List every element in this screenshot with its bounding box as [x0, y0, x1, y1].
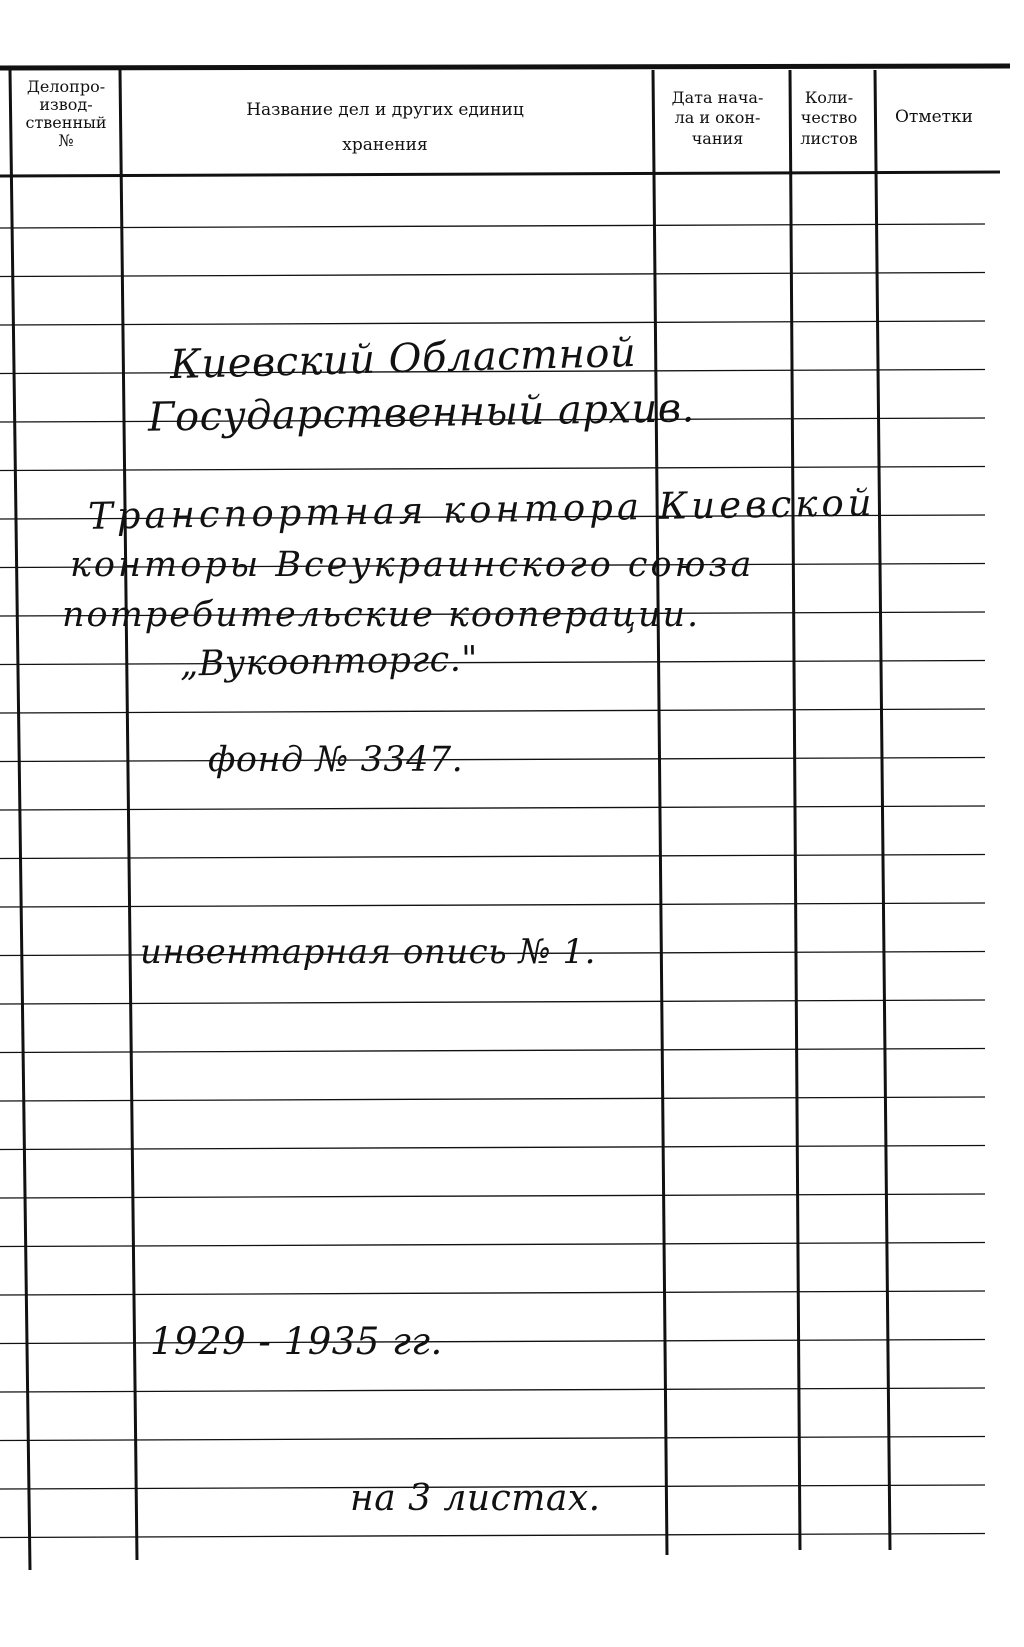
ruled-line — [0, 855, 985, 859]
col-header-number: Делопро- извод- ственный № — [25, 77, 107, 150]
archive-name-line1: Киевский Областной — [169, 329, 637, 389]
column-divider — [875, 70, 890, 1550]
ruled-line — [0, 1243, 985, 1247]
ruled-line — [0, 1340, 985, 1344]
ruled-line — [0, 224, 985, 228]
ruled-line — [0, 709, 985, 713]
ruled-line — [0, 661, 985, 665]
ruled-line — [0, 1437, 985, 1441]
sheet-count: на 3 листах. — [350, 1478, 601, 1519]
archive-name-line2: Государственный архив. — [147, 385, 696, 441]
column-divider — [120, 70, 137, 1560]
ruled-line — [0, 321, 985, 325]
ruled-line — [0, 1000, 985, 1004]
col-header-sheets: Коли- чество листов — [800, 88, 858, 148]
col-header-title: Название дел и других единиц хранения — [246, 100, 524, 155]
ruled-line — [0, 806, 985, 810]
col-header-notes: Отметки — [895, 107, 973, 127]
fond-number: фонд № 3347. — [208, 740, 464, 780]
ruled-line — [0, 1388, 985, 1392]
column-divider — [10, 70, 30, 1570]
ruled-line — [0, 1291, 985, 1295]
top-border — [0, 66, 1010, 68]
ruled-line — [0, 1146, 985, 1150]
header-rule — [0, 172, 1000, 176]
ruled-line — [0, 1534, 985, 1538]
column-divider — [790, 70, 800, 1550]
organization-abbreviation: „Вукоопторгс." — [179, 639, 479, 685]
organization-line1: Транспортная контора Киевской — [87, 481, 876, 538]
years-range: 1929 - 1935 гг. — [150, 1320, 443, 1363]
ruled-line — [0, 903, 985, 907]
ruled-line — [0, 467, 985, 471]
organization-line2: конторы Всеукраинского союза — [70, 545, 755, 585]
ruled-line — [0, 273, 985, 277]
ruled-line — [0, 1049, 985, 1053]
col-header-dates: Дата нача- ла и окон- чания — [671, 88, 764, 148]
ruled-line — [0, 758, 985, 762]
ruled-line — [0, 1194, 985, 1198]
column-divider — [653, 70, 667, 1555]
organization-line3: потребительские кооперации. — [62, 595, 701, 635]
inventory-number: инвентарная опись № 1. — [140, 932, 596, 972]
ruled-line — [0, 1097, 985, 1101]
